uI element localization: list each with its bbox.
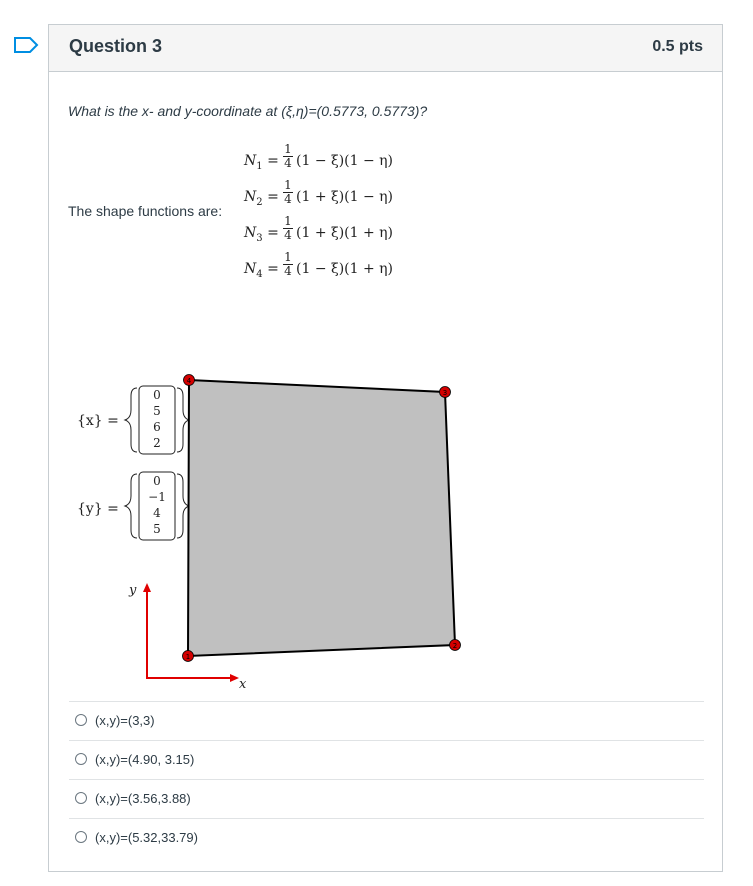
answer-option-1[interactable] xyxy=(69,701,704,740)
y-value-2: −1 xyxy=(148,490,166,504)
question-title: Question 3 xyxy=(69,36,163,56)
x-value-4: 2 xyxy=(153,436,161,450)
node-4 xyxy=(184,375,195,386)
svg-text:2: 2 xyxy=(452,642,458,650)
y-value-4: 5 xyxy=(153,522,161,536)
bookmark-flag-icon[interactable] xyxy=(13,36,39,54)
svg-text:4: 4 xyxy=(186,377,192,385)
x-vector-label: {x} = xyxy=(77,413,119,429)
shape-functions-label: The shape functions are: xyxy=(68,203,223,219)
y-axis-label: y xyxy=(129,583,137,598)
answer-label: (x,y)=(5.32,33.79) xyxy=(95,830,198,845)
element-figure xyxy=(67,350,492,695)
svg-text:3: 3 xyxy=(442,389,448,397)
y-axis-arrow xyxy=(143,583,151,678)
y-value-3: 4 xyxy=(153,506,161,520)
node-1 xyxy=(183,651,194,662)
answer-label: (x,y)=(3,3) xyxy=(95,713,155,728)
question-card: Question 3 0.5 pts What is the x- and y-coordinate at (ξ,η)=(0.5773, 0.5773)? The shape functions are: $N_1$ = $\frac{1}{4}$ (1 − ξ)(1 − η) $N_2$ = $\frac{1}{4}$ (1 + ξ)(1 − η) $N_3$ = $\frac{1}{4}$ (1 + ξ)(1 + η) $N_4$ = $\frac{1}{4}$ (1 − ξ)(1 + η) {x} = 0 5 6 2 {y} = 0 −1 4 5 1 2 3 4 y x (x,y)=(3,3) (x,y)=(4.90, 3.15) (x,y)=(3.56,3.88) (x,y)=(5.32,33.79) xyxy=(48,24,723,872)
y-value-1: 0 xyxy=(153,474,161,488)
answer-label: (x,y)=(3.56,3.88) xyxy=(95,791,191,806)
question-header xyxy=(49,25,722,72)
x-axis-arrow xyxy=(146,674,239,682)
answer-label: (x,y)=(4.90, 3.15) xyxy=(95,752,195,767)
question-points: 0.5 pts xyxy=(652,38,703,55)
svg-text:1: 1 xyxy=(185,653,191,661)
y-vector-label: {y} = xyxy=(77,501,119,517)
x-value-2: 5 xyxy=(153,404,161,418)
x-value-1: 0 xyxy=(153,388,161,402)
radio-button[interactable] xyxy=(75,714,87,726)
question-prompt: What is the x- and y-coordinate at (ξ,η)=(0.5773, 0.5773)? xyxy=(68,103,428,119)
x-value-3: 6 xyxy=(153,420,161,434)
x-axis-label: x xyxy=(239,677,247,692)
answer-list xyxy=(69,701,704,857)
radio-button[interactable] xyxy=(75,831,87,843)
answer-option-4[interactable] xyxy=(69,818,704,857)
radio-button[interactable] xyxy=(75,792,87,804)
quad-element xyxy=(188,380,458,656)
answer-option-3[interactable] xyxy=(69,779,704,818)
radio-button[interactable] xyxy=(75,753,87,765)
answer-option-2[interactable] xyxy=(69,740,704,779)
node-2 xyxy=(450,640,461,651)
node-3 xyxy=(440,387,451,398)
